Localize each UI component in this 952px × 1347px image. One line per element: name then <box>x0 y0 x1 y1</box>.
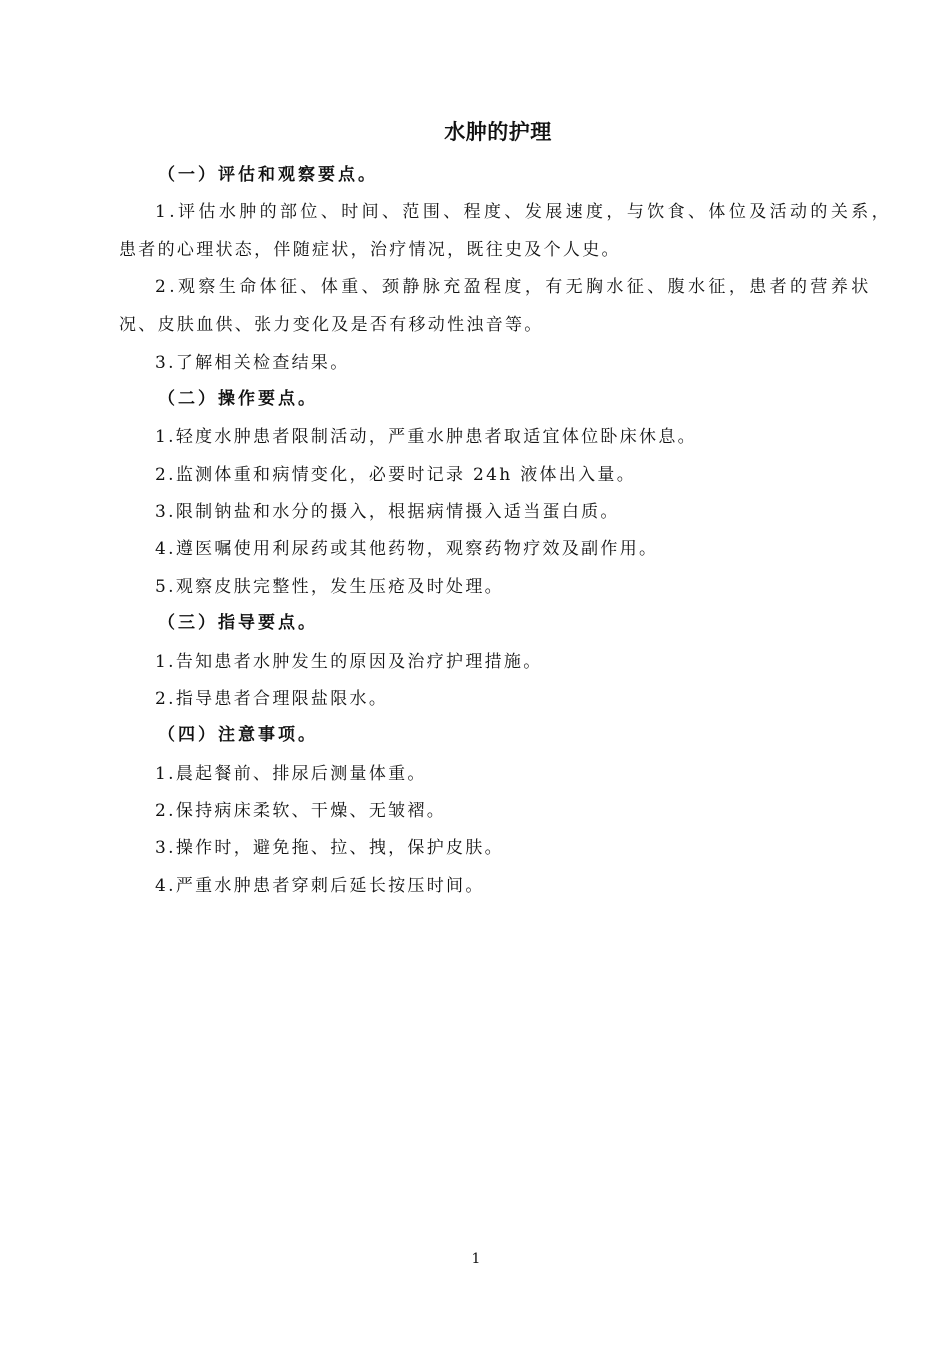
paragraph-line: 2.监测体重和病情变化，必要时记录 24h 液体出入量。 <box>155 465 637 485</box>
document-title: 水肿的护理 <box>444 120 552 144</box>
section-heading-3: （三）指导要点。 <box>158 613 318 633</box>
paragraph-line: 2.保持病床柔软、干燥、无皱褶。 <box>155 801 447 821</box>
section-heading-1: （一）评估和观察要点。 <box>158 165 378 185</box>
paragraph-line: 2.指导患者合理限盐限水。 <box>155 689 389 709</box>
paragraph-line: 3.操作时，避免拖、拉、拽，保护皮肤。 <box>155 838 504 858</box>
paragraph-line: 2.观察生命体征、体重、颈静脉充盈程度，有无胸水征、腹水征，患者的营养状 <box>155 277 872 297</box>
paragraph-line: 3.了解相关检查结果。 <box>155 353 350 373</box>
page-number: 1 <box>471 1251 481 1267</box>
paragraph-line: 4.遵医嘱使用利尿药或其他药物，观察药物疗效及副作用。 <box>155 539 659 559</box>
paragraph-line: 1.晨起餐前、排尿后测量体重。 <box>155 764 427 784</box>
paragraph-line: 1.评估水肿的部位、时间、范围、程度、发展速度，与饮食、体位及活动的关系， <box>155 202 893 222</box>
paragraph-line: 1.告知患者水肿发生的原因及治疗护理措施。 <box>155 652 543 672</box>
paragraph-line: 4.严重水肿患者穿刺后延长按压时间。 <box>155 876 485 896</box>
paragraph-line: 3.限制钠盐和水分的摄入，根据病情摄入适当蛋白质。 <box>155 502 620 522</box>
paragraph-line: 患者的心理状态，伴随症状，治疗情况，既往史及个人史。 <box>119 240 621 260</box>
paragraph-line: 5.观察皮肤完整性，发生压疮及时处理。 <box>155 577 504 597</box>
paragraph-line: 况、皮肤血供、张力变化及是否有移动性浊音等。 <box>119 315 544 335</box>
section-heading-4: （四）注意事项。 <box>158 725 318 745</box>
section-heading-2: （二）操作要点。 <box>158 389 318 409</box>
paragraph-line: 1.轻度水肿患者限制活动，严重水肿患者取适宜体位卧床休息。 <box>155 427 697 447</box>
